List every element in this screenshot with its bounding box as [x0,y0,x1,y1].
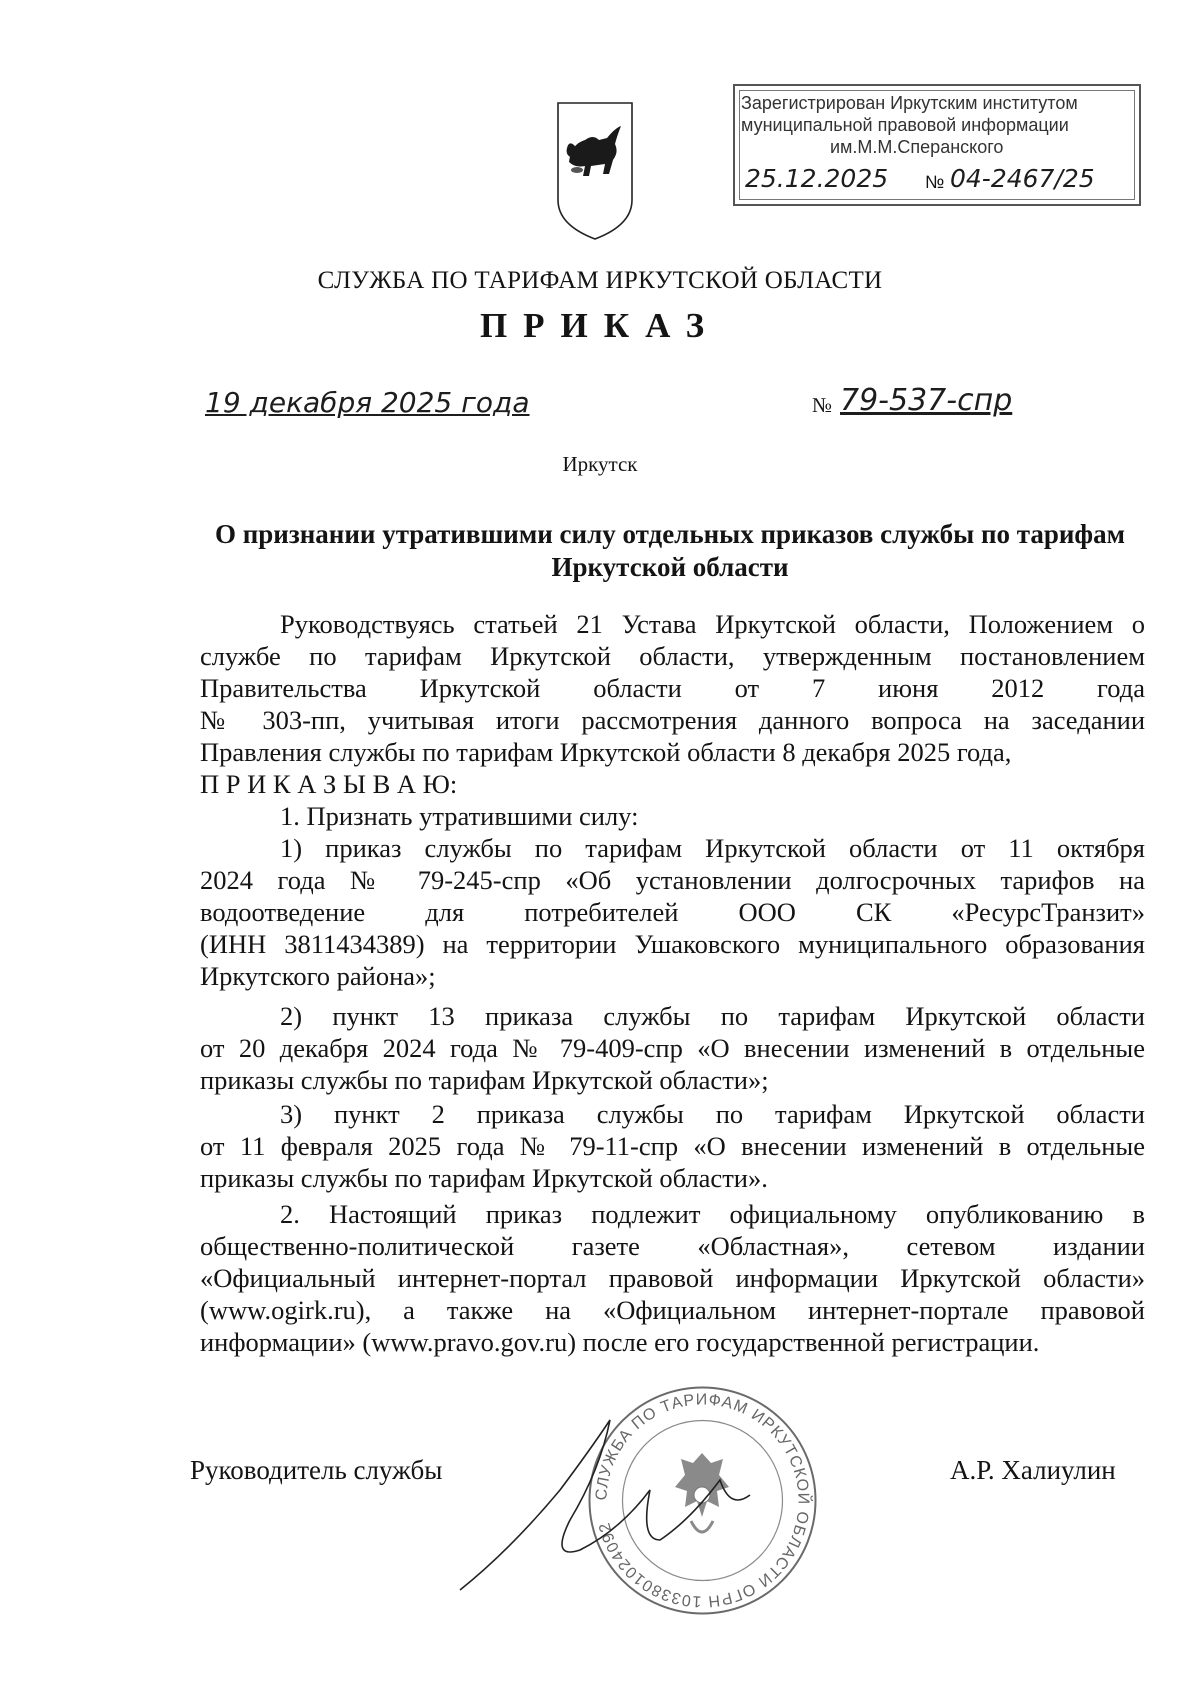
body-line: от 20 декабря 2024 года № 79-409-спр «О внесении изменений в отдельные [200,1033,1145,1063]
body-line: приказы службы по тарифам Иркутской области»; [200,1065,769,1095]
order-date: 19 декабря 2025 года [205,386,530,419]
body-line: Иркутского района»; [200,961,436,991]
registration-stamp-line: муниципальной правовой информации [741,115,1069,135]
registration-number: 04-2467/25 [950,164,1095,193]
document-title: О признании утратившими силу отдельных приказов службы по тарифам [214,519,1125,549]
signatory-name: А.Р. Халиулин [950,1455,1116,1485]
body-line: 2024 года № 79-245-спр «Об установлении долгосрочных тарифов на [200,865,1145,895]
registration-stamp [733,84,1141,206]
body-line: водоотведение для потребителей ООО СК «РесурсТранзит» [200,897,1145,927]
body-line: (ИНН 3811434389) на территории Ушаковского муниципального образования [200,929,1145,959]
order-number-sign: № [812,393,833,417]
signatory-position: Руководитель службы [190,1455,443,1485]
body-line: № 303-пп, учитывая итоги рассмотрения данного вопроса на заседании [200,705,1145,735]
body-line: (www.ogirk.ru), а также на «Официальном интернет-портале правовой [200,1295,1145,1325]
body-line: приказы службы по тарифам Иркутской области». [200,1163,768,1193]
order-number: 79-537-спр [840,383,1013,418]
document-type: ПРИКАЗ [479,306,721,345]
body-line: Руководствуясь статьей 21 Устава Иркутской области, Положением о [280,609,1145,639]
body-line: от 11 февраля 2025 года № 79-11-спр «О внесении изменений в отдельные [200,1131,1145,1161]
registration-stamp-line: им.М.М.Сперанского [830,137,1004,157]
registration-stamp-line: Зарегистрирован Иркутским институтом [741,93,1078,113]
organization-name: СЛУЖБА ПО ТАРИФАМ ИРКУТСКОЙ ОБЛАСТИ [317,267,883,294]
body-line: «Официальный интернет-портал правовой информации Иркутской области» [200,1263,1145,1293]
city: Иркутск [562,452,638,476]
registration-date: 25.12.2025 [745,164,889,193]
body-line: П Р И К А З Ы В А Ю: [200,769,458,799]
body-line: общественно-политической газете «Областная», сетевом издании [200,1231,1145,1261]
body-line: Правления службы по тарифам Иркутской области 8 декабря 2025 года, [200,737,1012,767]
registration-number-sign: № [925,172,945,192]
document-title: Иркутской области [551,552,789,582]
body-line: 1. Признать утратившими силу: [280,801,639,831]
body-line: 2. Настоящий приказ подлежит официальному опубликованию в [280,1199,1145,1229]
body-line: Правительства Иркутской области от 7 июня 2012 года [200,673,1145,703]
body-line: 3) пункт 2 приказа службы по тарифам Иркутской области [280,1099,1145,1129]
coat-of-arms-icon [555,100,635,242]
body-line: службе по тарифам Иркутской области, утвержденным постановлением [200,641,1145,671]
body-line: информации» (www.pravo.gov.ru) после его государственной регистрации. [200,1327,1040,1357]
handwritten-signature-icon [450,1400,780,1600]
seal-text: СЛУЖБА ПО ТАРИФАМ ИРКУТСКОЙ ОБЛАСТИ ОГРН 1033801024092 [593,1391,812,1610]
body-line: 2) пункт 13 приказа службы по тарифам Иркутской области [280,1001,1145,1031]
body-line: 1) приказ службы по тарифам Иркутской области от 11 октября [280,833,1145,863]
